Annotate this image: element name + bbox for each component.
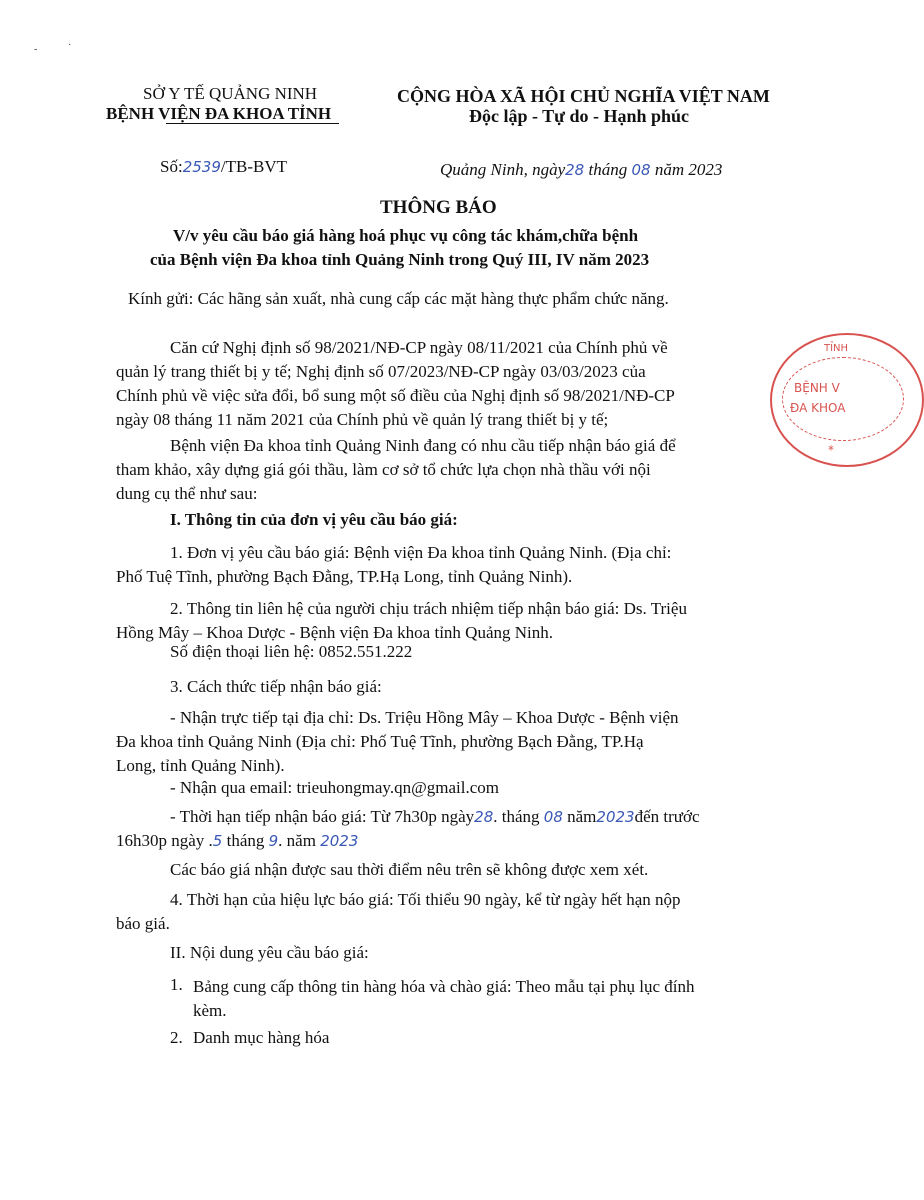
section-2-heading: II. Nội dung yêu cầu báo giá: <box>170 943 369 962</box>
legal-basis-line: Chính phủ về việc sửa đổi, bổ sung một số điều của Nghị định số 98/2021/NĐ-CP <box>116 386 675 405</box>
scan-mark: · <box>68 40 72 51</box>
number-prefix: Số: <box>160 157 183 176</box>
item-3a <box>116 706 759 778</box>
org-line-2: BỆNH VIỆN ĐA KHOA TỈNH <box>106 104 332 123</box>
day-handwritten: 28 <box>565 161 585 179</box>
s2-item-2: Danh mục hàng hóa <box>193 1028 330 1047</box>
stamp-line-1: BỆNH V <box>794 381 840 395</box>
stamp-inner-ring <box>782 357 904 441</box>
month-word: tháng <box>588 160 628 179</box>
legal-basis-line: ngày 08 tháng 11 năm 2021 của Chính phủ về quản lý trang thiết bị y tế; <box>116 410 609 429</box>
legal-basis-line: quản lý trang thiết bị y tế; Nghị định số 07/2023/NĐ-CP ngày 03/03/2023 của <box>116 362 646 381</box>
item-3c-text: 16h30p ngày . <box>116 831 213 850</box>
document-title: THÔNG BÁO <box>380 197 497 218</box>
scan-mark: - <box>34 44 38 55</box>
hospital-stamp <box>770 333 924 467</box>
country-line-2: Độc lập - Tự do - Hạnh phúc <box>469 106 690 126</box>
item-3a-line: - Nhận trực tiếp tại địa chỉ: Ds. Triệu Hồng Mây – Khoa Dược - Bệnh viện <box>170 708 679 727</box>
purpose-line: dung cụ thể như sau: <box>116 484 258 503</box>
purpose-line: tham khảo, xây dựng giá gói thầu, làm cơ sở tổ chức lựa chọn nhà thầu với nội <box>116 460 651 479</box>
stamp-star: * <box>828 443 834 457</box>
item-3c-line-2 <box>116 831 358 851</box>
org-underline <box>166 123 339 124</box>
item-3c-line-1 <box>170 807 700 827</box>
stamp-top-text: TỈNH <box>824 343 849 354</box>
year-text: năm 2023 <box>654 160 723 179</box>
item-3c-text: năm <box>567 807 597 826</box>
org-line-1: SỞ Y TẾ QUẢNG NINH <box>143 84 318 103</box>
item-3: 3. Cách thức tiếp nhận báo giá: <box>170 677 382 696</box>
item-4 <box>116 888 759 936</box>
subtitle-line-2: của Bệnh viện Đa khoa tỉnh Quảng Ninh trong Quý III, IV năm 2023 <box>150 250 650 269</box>
s2-item-1 <box>193 975 759 1023</box>
legal-basis-paragraph <box>116 336 759 432</box>
hw-start-year: 2023 <box>596 808 635 826</box>
item-3b: - Nhận qua email: trieuhongmay.qn@gmail.com <box>170 778 499 797</box>
number-suffix: /TB-BVT <box>220 157 287 176</box>
purpose-line: Bệnh viện Đa khoa tỉnh Quảng Ninh đang có nhu cầu tiếp nhận báo giá để <box>170 436 676 455</box>
s2-item-1-line: kèm. <box>193 1001 227 1020</box>
stamp-line-2: ĐA KHOA <box>790 401 846 415</box>
hw-start-month: 08 <box>543 808 563 826</box>
hw-end-day: 5 <box>212 832 223 850</box>
number-handwritten: 2539 <box>182 158 221 176</box>
item-3d: Các báo giá nhận được sau thời điểm nêu trên sẽ không được xem xét. <box>170 860 649 879</box>
place-date <box>440 160 722 180</box>
item-3c-text: - Thời hạn tiếp nhận báo giá: Từ 7h30p ngày <box>170 807 475 826</box>
s2-item-1-number: 1. <box>170 975 183 994</box>
item-3c-text: đến trước <box>634 807 700 826</box>
item-3a-line: Long, tỉnh Quảng Ninh). <box>116 756 285 775</box>
item-4-line: báo giá. <box>116 914 170 933</box>
document-number <box>160 157 287 177</box>
hw-end-month: 9 <box>268 832 279 850</box>
item-3c-text: . tháng <box>493 807 540 826</box>
hw-end-year: 2023 <box>320 832 359 850</box>
item-2 <box>116 597 759 645</box>
item-1-line: Phố Tuệ Tĩnh, phường Bạch Đằng, TP.Hạ Long, tỉnh Quảng Ninh). <box>116 567 573 586</box>
hw-start-day: 28 <box>474 808 494 826</box>
subtitle-line-1: V/v yêu cầu báo giá hàng hoá phục vụ công tác khám,chữa bệnh <box>173 226 639 245</box>
item-3c-text: . năm <box>278 831 316 850</box>
s2-item-2-number: 2. <box>170 1028 183 1047</box>
country-line-1: CỘNG HÒA XÃ HỘI CHỦ NGHĨA VIỆT NAM <box>397 86 770 106</box>
item-3a-line: Đa khoa tỉnh Quảng Ninh (Địa chỉ: Phố Tuệ Tĩnh, phường Bạch Đằng, TP.Hạ <box>116 732 644 751</box>
month-handwritten: 08 <box>631 161 651 179</box>
phone-line: Số điện thoại liên hệ: 0852.551.222 <box>170 642 413 661</box>
item-3c-text: tháng <box>226 831 265 850</box>
recipient: Kính gửi: Các hãng sản xuất, nhà cung cấp các mặt hàng thực phẩm chức năng. <box>128 289 669 308</box>
place-date-prefix: Quảng Ninh, ngày <box>440 160 566 179</box>
item-1 <box>116 541 759 589</box>
item-2-line: 2. Thông tin liên hệ của người chịu trách nhiệm tiếp nhận báo giá: Ds. Triệu <box>170 599 687 618</box>
item-2-line: Hồng Mây – Khoa Dược - Bệnh viện Đa khoa tỉnh Quảng Ninh. <box>116 623 553 642</box>
item-1-line: 1. Đơn vị yêu cầu báo giá: Bệnh viện Đa khoa tỉnh Quảng Ninh. (Địa chỉ: <box>170 543 672 562</box>
purpose-paragraph <box>116 434 759 506</box>
item-4-line: 4. Thời hạn của hiệu lực báo giá: Tối thiểu 90 ngày, kể từ ngày hết hạn nộp <box>170 890 681 909</box>
legal-basis-line: Căn cứ Nghị định số 98/2021/NĐ-CP ngày 08/11/2021 của Chính phủ về <box>170 338 668 357</box>
section-1-heading: I. Thông tin của đơn vị yêu cầu báo giá: <box>170 510 458 529</box>
s2-item-1-line: Bảng cung cấp thông tin hàng hóa và chào giá: Theo mẫu tại phụ lục đính <box>193 977 695 996</box>
